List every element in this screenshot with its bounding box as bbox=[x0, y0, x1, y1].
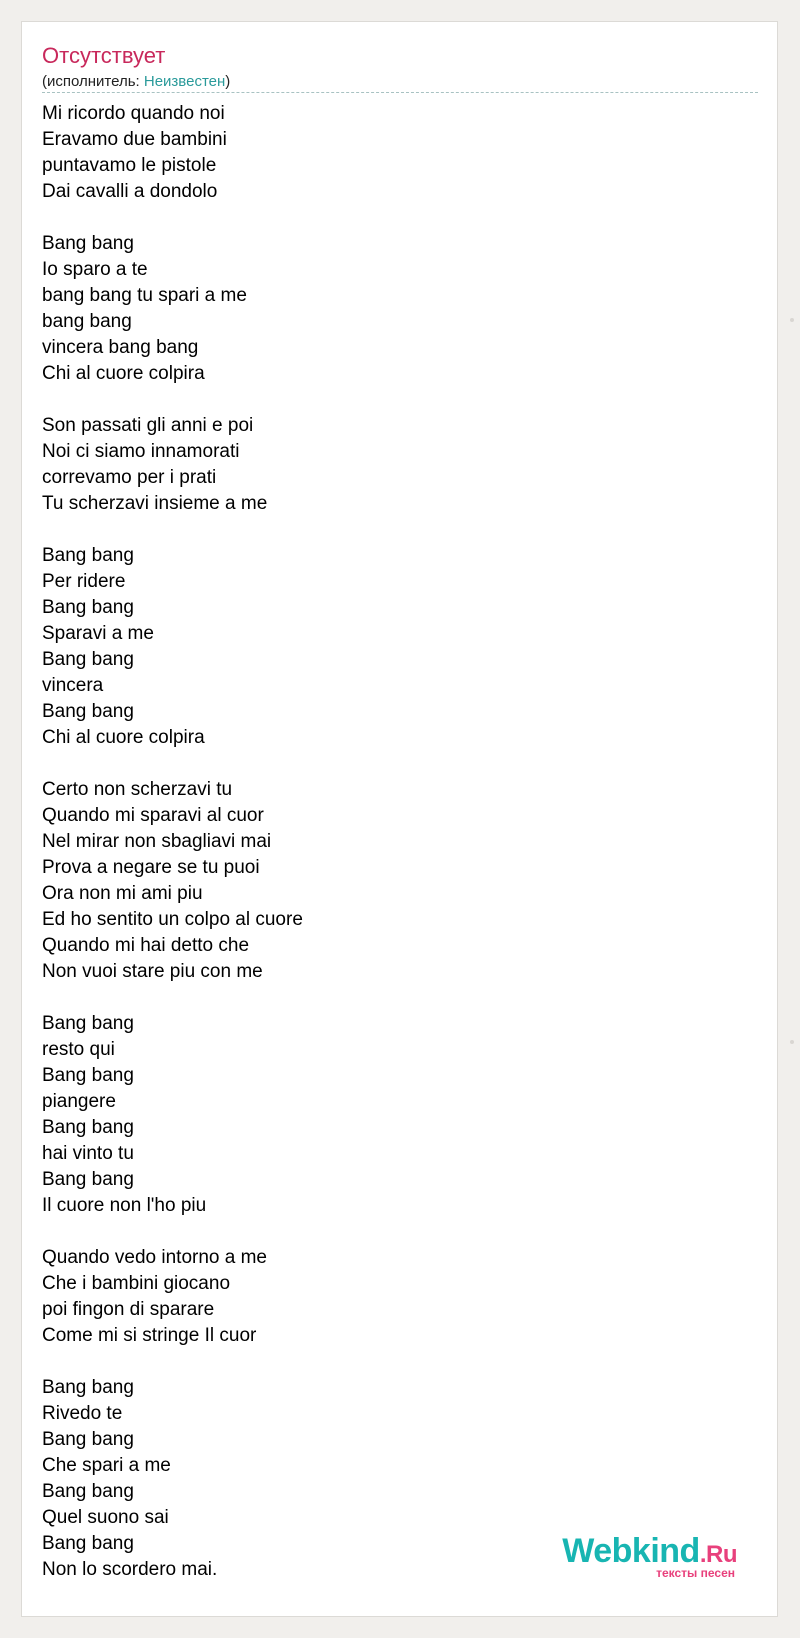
lyric-line: puntavamo le pistole bbox=[42, 155, 217, 176]
logo-tld: .Ru bbox=[699, 1541, 737, 1568]
lyrics-stanza bbox=[42, 1245, 742, 1349]
lyric-line: piangere bbox=[42, 1091, 116, 1112]
lyric-line: Come mi si stringe Il cuor bbox=[42, 1325, 257, 1346]
title-divider bbox=[42, 92, 758, 93]
lyric-line: Bang bang bbox=[42, 1065, 134, 1086]
artist-prefix: (исполнитель: bbox=[42, 73, 144, 90]
artist-link[interactable]: Неизвестен bbox=[143, 73, 226, 90]
lyric-line: Eravamo due bambini bbox=[42, 129, 227, 150]
logo-name: Webkind bbox=[562, 1532, 700, 1570]
lyric-line: Bang bang bbox=[42, 649, 134, 670]
lyric-line: Ed ho sentito un colpo al cuore bbox=[42, 909, 303, 930]
lyric-line: Ora non mi ami piu bbox=[42, 883, 203, 904]
lyric-line: Non vuoi stare piu con me bbox=[42, 961, 263, 982]
lyric-line: Son passati gli anni e poi bbox=[42, 415, 254, 436]
lyric-line: Il cuore non l'ho piu bbox=[42, 1195, 207, 1216]
lyric-line: Noi ci siamo innamorati bbox=[42, 441, 240, 462]
lyric-line: Quando mi sparavi al cuor bbox=[42, 805, 264, 826]
lyric-line: Che i bambini giocano bbox=[42, 1273, 231, 1294]
lyric-line: Bang bang bbox=[42, 1429, 134, 1450]
lyric-line: Bang bang bbox=[42, 1481, 134, 1502]
lyric-line: bang bang bbox=[42, 311, 132, 332]
lyric-line: poi fingon di sparare bbox=[42, 1299, 215, 1320]
logo-tagline: тексты песен bbox=[656, 1566, 735, 1580]
lyric-line: Mi ricordo quando noi bbox=[42, 103, 225, 124]
lyric-line: Io sparo a te bbox=[42, 259, 148, 280]
lyrics-stanza bbox=[42, 543, 742, 751]
lyric-line: Quando vedo intorno a me bbox=[42, 1247, 267, 1268]
lyric-line: Per ridere bbox=[42, 571, 126, 592]
lyric-line: Bang bang bbox=[42, 1377, 134, 1398]
page-edge-mark bbox=[790, 318, 794, 322]
lyric-line: Non lo scordero mai. bbox=[42, 1559, 218, 1580]
lyric-line: Prova a negare se tu puoi bbox=[42, 857, 260, 878]
lyric-line: Certo non scherzavi tu bbox=[42, 779, 233, 800]
lyric-line: Chi al cuore colpira bbox=[42, 363, 205, 384]
lyrics-stanza bbox=[42, 777, 742, 985]
lyrics-stanza bbox=[42, 1011, 742, 1219]
lyric-line: Bang bang bbox=[42, 701, 134, 722]
lyrics-body bbox=[42, 101, 742, 1609]
lyric-line: correvamo per i prati bbox=[42, 467, 217, 488]
lyric-line: Sparavi a me bbox=[42, 623, 154, 644]
lyric-line: Bang bang bbox=[42, 233, 134, 254]
lyric-line: Chi al cuore colpira bbox=[42, 727, 205, 748]
lyrics-card bbox=[21, 21, 778, 1617]
lyric-line: Bang bang bbox=[42, 545, 134, 566]
page-edge-mark bbox=[790, 1040, 794, 1044]
lyric-line: Quel suono sai bbox=[42, 1507, 169, 1528]
lyric-line: Bang bang bbox=[42, 1533, 134, 1554]
lyric-line: Bang bang bbox=[42, 1169, 134, 1190]
lyric-line: Bang bang bbox=[42, 1117, 134, 1138]
song-title: Отсутствует bbox=[42, 43, 166, 68]
lyric-line: Tu scherzavi insieme a me bbox=[42, 493, 268, 514]
lyric-line: Dai cavalli a dondolo bbox=[42, 181, 218, 202]
lyric-line: Bang bang bbox=[42, 1013, 134, 1034]
lyric-line: vincera bbox=[42, 675, 104, 696]
lyric-line: vincera bang bang bbox=[42, 337, 199, 358]
lyric-line: hai vinto tu bbox=[42, 1143, 134, 1164]
lyric-line: resto qui bbox=[42, 1039, 115, 1060]
lyric-line: Nel mirar non sbagliavi mai bbox=[42, 831, 272, 852]
lyrics-stanza bbox=[42, 231, 742, 387]
lyrics-stanza bbox=[42, 413, 742, 517]
lyrics-stanza bbox=[42, 101, 742, 205]
lyric-line: bang bang tu spari a me bbox=[42, 285, 247, 306]
lyric-line: Quando mi hai detto che bbox=[42, 935, 250, 956]
lyric-line: Bang bang bbox=[42, 597, 134, 618]
artist-line bbox=[42, 73, 230, 90]
lyric-line: Che spari a me bbox=[42, 1455, 171, 1476]
lyric-line: Rivedo te bbox=[42, 1403, 123, 1424]
artist-suffix: ) bbox=[225, 73, 231, 90]
